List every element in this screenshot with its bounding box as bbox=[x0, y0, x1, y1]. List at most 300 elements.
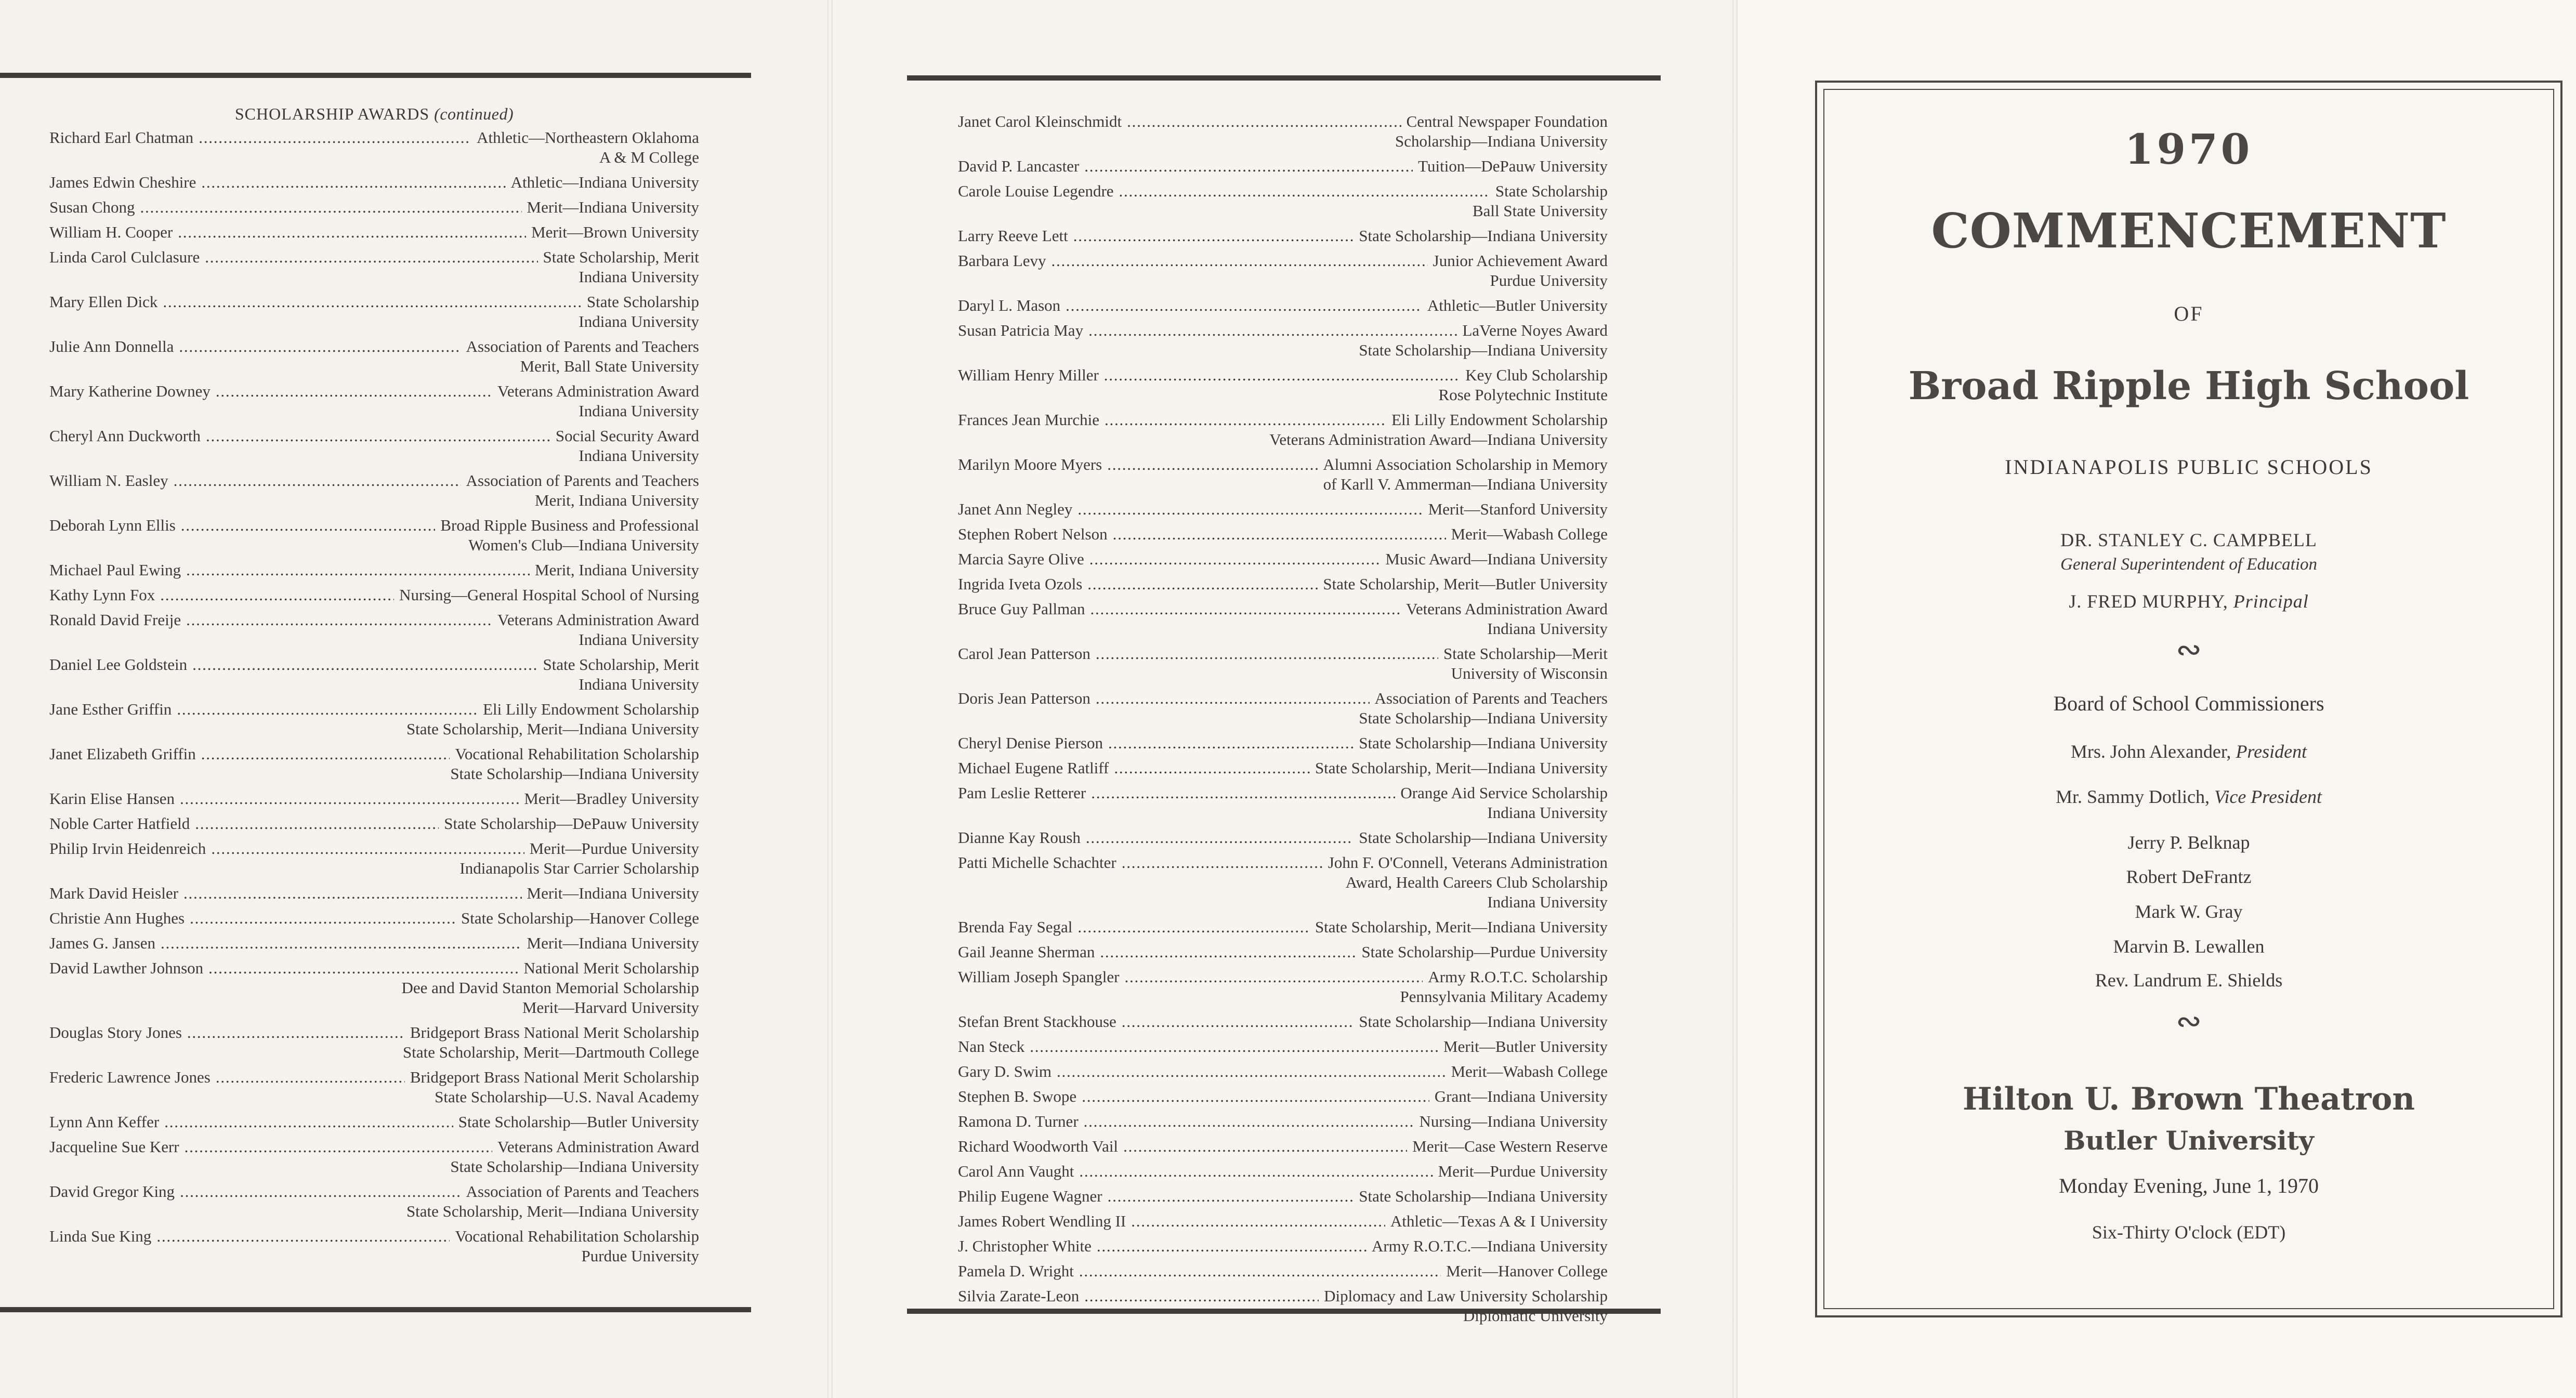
award-continuation: Scholarship—Indiana University bbox=[1395, 132, 1608, 150]
recipient-name: Noble Carter Hatfield bbox=[49, 814, 190, 833]
leader-dots bbox=[1052, 251, 1428, 271]
leader-dots bbox=[1097, 1236, 1366, 1256]
vice-president-name: Mr. Sammy Dotlich, bbox=[2056, 786, 2210, 807]
award-entry bbox=[49, 173, 699, 192]
leader-dots bbox=[1086, 828, 1353, 848]
board-member: Rev. Landrum E. Shields bbox=[2095, 970, 2283, 991]
leader-dots bbox=[1091, 783, 1395, 803]
award-text: Bridgeport Brass National Merit Scholarship bbox=[410, 1068, 699, 1086]
award-entry bbox=[958, 549, 1608, 569]
award-continuation: State Scholarship—Indiana University bbox=[450, 1157, 699, 1176]
leader-dots bbox=[163, 292, 582, 312]
award-entry bbox=[49, 744, 699, 784]
award-continuation: Indiana University bbox=[579, 675, 699, 693]
school-name: Broad Ripple High School bbox=[1908, 364, 2469, 408]
vice-president-line bbox=[1815, 786, 2562, 808]
recipient-name: Barbara Levy bbox=[958, 252, 1046, 270]
award-text: Key Club Scholarship bbox=[1465, 366, 1608, 384]
leader-dots bbox=[1104, 365, 1460, 385]
award-text: Merit—Case Western Reserve bbox=[1412, 1137, 1608, 1155]
president-title: President bbox=[2236, 741, 2307, 762]
award-text: State Scholarship—Butler University bbox=[458, 1113, 699, 1131]
award-entry bbox=[49, 789, 699, 809]
leader-dots bbox=[1077, 917, 1310, 937]
board-heading: Board of School Commissioners bbox=[2053, 692, 2324, 715]
leader-dots bbox=[1079, 1162, 1432, 1181]
recipient-name: Stephen Robert Nelson bbox=[958, 525, 1108, 543]
award-text: Merit—Indiana University bbox=[527, 198, 699, 216]
award-text: Vocational Rehabilitation Scholarship bbox=[455, 745, 699, 763]
recipient-name: David P. Lancaster bbox=[958, 157, 1080, 175]
leader-dots bbox=[1090, 599, 1401, 619]
recipient-name: Bruce Guy Pallman bbox=[958, 600, 1085, 618]
award-continuation: State Scholarship—Indiana University bbox=[1359, 341, 1608, 359]
leader-dots bbox=[180, 789, 519, 809]
award-entry bbox=[958, 1037, 1608, 1057]
award-text: Athletic—Indiana University bbox=[510, 173, 699, 191]
leader-dots bbox=[1082, 1087, 1429, 1106]
leader-dots bbox=[156, 1226, 450, 1246]
leader-dots bbox=[186, 610, 492, 630]
entry-list bbox=[958, 112, 1608, 1326]
award-text: State Scholarship—Indiana University bbox=[1359, 1012, 1608, 1031]
award-entry bbox=[958, 365, 1608, 405]
venue: Hilton U. Brown Theatron bbox=[1963, 1081, 2415, 1117]
award-continuation: Indiana University bbox=[1487, 619, 1608, 638]
recipient-name: Cheryl Ann Duckworth bbox=[49, 427, 201, 445]
leader-dots bbox=[1123, 1137, 1407, 1156]
recipient-name: J. Christopher White bbox=[958, 1237, 1092, 1255]
award-text: Alumni Association Scholarship in Memory bbox=[1323, 455, 1608, 473]
award-continuation: Indiana University bbox=[579, 446, 699, 465]
leader-dots bbox=[1088, 321, 1457, 340]
award-entry bbox=[49, 381, 699, 421]
recipient-name: Larry Reeve Lett bbox=[958, 227, 1068, 245]
scholarship-list-middle bbox=[958, 112, 1608, 1331]
ornament-icon: ∾ bbox=[2175, 632, 2202, 667]
award-text: Diplomacy and Law University Scholarship bbox=[1324, 1287, 1608, 1305]
leader-dots bbox=[1084, 1286, 1319, 1306]
recipient-name: Janet Carol Kleinschmidt bbox=[958, 112, 1122, 130]
recipient-name: Ronald David Freije bbox=[49, 611, 181, 629]
award-entry bbox=[958, 853, 1608, 912]
recipient-name: Philip Eugene Wagner bbox=[958, 1187, 1102, 1205]
award-entry bbox=[49, 560, 699, 580]
recipient-name: Mary Ellen Dick bbox=[49, 293, 158, 311]
award-entry bbox=[958, 1211, 1608, 1231]
principal-title: Principal bbox=[2233, 591, 2309, 612]
vice-president-title: Vice President bbox=[2214, 786, 2322, 807]
award-continuation: State Scholarship, Merit—Dartmouth College bbox=[403, 1043, 699, 1061]
section-title: SCHOLARSHIP AWARDS bbox=[234, 104, 430, 123]
recipient-name: Frederic Lawrence Jones bbox=[49, 1068, 211, 1086]
leader-dots bbox=[181, 516, 436, 535]
award-text: National Merit Scholarship bbox=[523, 959, 699, 977]
award-entry bbox=[49, 516, 699, 555]
leader-dots bbox=[190, 908, 456, 928]
recipient-name: Dianne Kay Roush bbox=[958, 828, 1081, 847]
award-text: Athletic—Northeastern Oklahoma bbox=[477, 128, 699, 147]
award-text: Nursing—General Hospital School of Nursing bbox=[399, 586, 699, 604]
award-continuation: Indiana University bbox=[1487, 803, 1608, 822]
award-continuation: of Karll V. Ammerman—Indiana University bbox=[1323, 475, 1608, 493]
award-entry bbox=[958, 1261, 1608, 1281]
recipient-name: William Joseph Spangler bbox=[958, 968, 1120, 986]
award-text: Grant—Indiana University bbox=[1434, 1087, 1608, 1105]
recipient-name: Doris Jean Patterson bbox=[958, 689, 1090, 707]
leader-dots bbox=[1077, 499, 1423, 519]
president-name: Mrs. John Alexander, bbox=[2070, 741, 2231, 762]
leader-dots bbox=[208, 958, 518, 978]
leader-dots bbox=[161, 933, 522, 953]
recipient-name: Cheryl Denise Pierson bbox=[958, 734, 1103, 752]
recipient-name: Julie Ann Donnella bbox=[49, 337, 174, 355]
recipient-name: Susan Chong bbox=[49, 198, 135, 216]
award-text: Merit—Stanford University bbox=[1428, 500, 1608, 518]
award-text: Army R.O.T.C. Scholarship bbox=[1428, 968, 1608, 986]
award-entry bbox=[958, 1112, 1608, 1131]
award-entry bbox=[958, 112, 1608, 151]
recipient-name: James Robert Wendling II bbox=[958, 1212, 1126, 1230]
scholarship-list-left bbox=[49, 104, 699, 1271]
award-text: Merit—Brown University bbox=[531, 223, 699, 241]
leader-dots bbox=[1030, 1037, 1438, 1057]
leader-dots bbox=[1107, 455, 1318, 474]
award-entry bbox=[958, 1186, 1608, 1206]
award-entry bbox=[958, 251, 1608, 291]
award-continuation: A & M College bbox=[599, 148, 699, 166]
award-continuation: State Scholarship—Indiana University bbox=[450, 764, 699, 783]
bottom-rule bbox=[0, 1307, 751, 1312]
leader-dots bbox=[1119, 181, 1490, 201]
award-entry bbox=[958, 644, 1608, 683]
leader-dots bbox=[174, 471, 461, 491]
recipient-name: James Edwin Cheshire bbox=[49, 173, 196, 191]
award-text: Merit—Bradley University bbox=[524, 789, 699, 808]
recipient-name: Carol Ann Vaught bbox=[958, 1162, 1074, 1180]
award-continuation: Indiana University bbox=[579, 402, 699, 420]
award-continuation: Veterans Administration Award—Indiana University bbox=[1269, 430, 1608, 449]
award-entry bbox=[958, 758, 1608, 778]
award-entry bbox=[958, 1012, 1608, 1032]
fold-line bbox=[1732, 0, 1738, 1398]
recipient-name: Jane Esther Griffin bbox=[49, 700, 172, 718]
recipient-name: Stephen B. Swope bbox=[958, 1087, 1077, 1105]
entry-list bbox=[49, 128, 699, 1266]
award-entry bbox=[49, 933, 699, 953]
award-entry bbox=[958, 226, 1608, 246]
award-text: John F. O'Connell, Veterans Administration bbox=[1328, 853, 1608, 872]
section-heading bbox=[49, 104, 699, 124]
award-entry bbox=[958, 1162, 1608, 1181]
leader-dots bbox=[192, 655, 537, 675]
year: 1970 bbox=[2124, 125, 2253, 174]
award-text: Merit—Wabash College bbox=[1451, 525, 1608, 543]
recipient-name: Janet Elizabeth Griffin bbox=[49, 745, 196, 763]
award-entry bbox=[958, 181, 1608, 221]
leader-dots bbox=[216, 381, 492, 401]
award-entry bbox=[49, 337, 699, 376]
award-text: State Scholarship—Indiana University bbox=[1359, 1187, 1608, 1205]
recipient-name: Patti Michelle Schachter bbox=[958, 853, 1116, 872]
recipient-name: Marilyn Moore Myers bbox=[958, 455, 1102, 473]
award-text: Bridgeport Brass National Merit Scholarship bbox=[410, 1023, 699, 1041]
award-entry bbox=[958, 574, 1608, 594]
award-continuation: Dee and David Stanton Memorial Scholarship bbox=[401, 979, 699, 997]
recipient-name: Carole Louise Legendre bbox=[958, 182, 1114, 200]
award-text: State Scholarship, Merit bbox=[543, 655, 699, 674]
recipient-name: William H. Cooper bbox=[49, 223, 173, 241]
superintendent-title: General Superintendent of Education bbox=[2060, 555, 2317, 574]
leader-dots bbox=[1124, 967, 1423, 987]
award-entry bbox=[958, 1137, 1608, 1156]
award-text: Athletic—Butler University bbox=[1427, 296, 1608, 314]
award-continuation: Merit, Ball State University bbox=[520, 357, 699, 375]
leader-dots bbox=[177, 700, 478, 719]
leader-dots bbox=[1127, 112, 1401, 131]
award-text: Nursing—Indiana University bbox=[1419, 1112, 1608, 1130]
award-text: Social Security Award bbox=[555, 427, 699, 445]
leader-dots bbox=[211, 839, 524, 859]
district: INDIANAPOLIS PUBLIC SCHOOLS bbox=[2005, 455, 2373, 479]
recipient-name: Deborah Lynn Ellis bbox=[49, 516, 176, 534]
principal-name: J. FRED MURPHY, bbox=[2069, 591, 2228, 612]
recipient-name: Linda Carol Culclasure bbox=[49, 248, 200, 266]
leader-dots bbox=[1122, 853, 1323, 873]
recipient-name: Daryl L. Mason bbox=[958, 296, 1061, 314]
leader-dots bbox=[195, 814, 439, 834]
leader-dots bbox=[1066, 296, 1422, 315]
recipient-name: Michael Eugene Ratliff bbox=[958, 759, 1109, 777]
leader-dots bbox=[201, 173, 505, 192]
award-text: Merit—Wabash College bbox=[1451, 1062, 1608, 1080]
award-entry bbox=[958, 410, 1608, 450]
award-continuation: Ball State University bbox=[1472, 202, 1608, 220]
award-text: State Scholarship—Hanover College bbox=[461, 909, 699, 927]
leader-dots bbox=[180, 1182, 461, 1202]
award-text: Athletic—Texas A & I University bbox=[1390, 1212, 1608, 1230]
leader-dots bbox=[178, 222, 526, 242]
award-continuation: Indiana University bbox=[579, 630, 699, 649]
award-entry bbox=[49, 908, 699, 928]
award-text: Tuition—DePauw University bbox=[1418, 157, 1608, 175]
leader-dots bbox=[1084, 1112, 1414, 1131]
award-text: Merit—Purdue University bbox=[1438, 1162, 1608, 1180]
award-entry bbox=[49, 222, 699, 242]
award-continuation: State Scholarship—U.S. Naval Academy bbox=[435, 1088, 699, 1106]
top-rule bbox=[0, 73, 751, 78]
recipient-name: Kathy Lynn Fox bbox=[49, 586, 155, 604]
award-entry bbox=[49, 471, 699, 510]
award-text: Eli Lilly Endowment Scholarship bbox=[483, 700, 699, 718]
award-text: Army R.O.T.C.—Indiana University bbox=[1371, 1237, 1608, 1255]
recipient-name: Carol Jean Patterson bbox=[958, 644, 1090, 663]
leader-dots bbox=[1113, 524, 1446, 544]
board-member: Jerry P. Belknap bbox=[2127, 832, 2250, 853]
award-text: Association of Parents and Teachers bbox=[466, 471, 699, 490]
recipient-name: Pam Leslie Retterer bbox=[958, 784, 1086, 802]
recipient-name: Silvia Zarate-Leon bbox=[958, 1287, 1080, 1305]
award-text: Veterans Administration Award bbox=[497, 611, 699, 629]
of-label: OF bbox=[2174, 302, 2204, 325]
award-entry bbox=[49, 1112, 699, 1132]
recipient-name: Frances Jean Murchie bbox=[958, 411, 1100, 429]
award-entry bbox=[958, 942, 1608, 962]
leader-dots bbox=[179, 337, 461, 357]
award-entry bbox=[49, 700, 699, 739]
award-text: Vocational Rehabilitation Scholarship bbox=[455, 1227, 699, 1245]
award-entry bbox=[49, 814, 699, 834]
award-entry bbox=[49, 197, 699, 217]
leader-dots bbox=[1114, 758, 1310, 778]
award-entry bbox=[958, 917, 1608, 937]
award-continuation: Merit—Harvard University bbox=[522, 998, 699, 1017]
award-text: State Scholarship, Merit—Indiana University bbox=[1315, 918, 1608, 936]
award-entry bbox=[49, 292, 699, 332]
leader-dots bbox=[140, 197, 522, 217]
award-continuation: Indiana University bbox=[579, 268, 699, 286]
leader-dots bbox=[206, 426, 550, 446]
recipient-name: Pamela D. Wright bbox=[958, 1262, 1074, 1280]
board-member: Robert DeFrantz bbox=[2126, 866, 2252, 887]
award-continuation: Rose Polytechnic Institute bbox=[1438, 386, 1608, 404]
principal-line bbox=[1815, 590, 2562, 612]
award-entry bbox=[958, 524, 1608, 544]
award-text: State Scholarship, Merit—Indiana University bbox=[1315, 759, 1608, 777]
recipient-name: Philip Irvin Heidenreich bbox=[49, 839, 206, 858]
award-entry bbox=[958, 499, 1608, 519]
award-text: Merit—Indiana University bbox=[527, 934, 699, 952]
award-text: State Scholarship, Merit bbox=[543, 248, 699, 266]
award-continuation: Indiana University bbox=[1487, 893, 1608, 911]
leader-dots bbox=[1057, 1062, 1446, 1082]
award-text: State Scholarship—DePauw University bbox=[444, 814, 699, 833]
leader-dots bbox=[1087, 574, 1318, 594]
leader-dots bbox=[199, 128, 471, 148]
university: Butler University bbox=[2064, 1125, 2314, 1156]
award-entry bbox=[958, 156, 1608, 176]
leader-dots bbox=[187, 1023, 405, 1043]
award-entry bbox=[958, 296, 1608, 315]
award-text: Veterans Administration Award bbox=[1405, 600, 1608, 618]
award-text: State Scholarship—Purdue University bbox=[1361, 943, 1608, 961]
award-entry bbox=[49, 1182, 699, 1221]
board-member: Marvin B. Lewallen bbox=[2113, 936, 2265, 957]
recipient-name: Gary D. Swim bbox=[958, 1062, 1052, 1080]
award-continuation: Pennsylvania Military Academy bbox=[1400, 987, 1608, 1006]
leader-dots bbox=[1105, 410, 1386, 430]
award-entry bbox=[49, 1067, 699, 1107]
award-entry bbox=[958, 733, 1608, 753]
award-text: Broad Ripple Business and Professional bbox=[440, 516, 699, 534]
recipient-name: Daniel Lee Goldstein bbox=[49, 655, 188, 674]
recipient-name: Gail Jeanne Sherman bbox=[958, 943, 1095, 961]
award-text: Merit, Indiana University bbox=[535, 561, 699, 579]
recipient-name: Mark David Heisler bbox=[49, 884, 178, 902]
award-entry bbox=[49, 958, 699, 1018]
award-text: Eli Lilly Endowment Scholarship bbox=[1391, 411, 1608, 429]
award-entry bbox=[49, 655, 699, 694]
leader-dots bbox=[1096, 644, 1438, 664]
recipient-name: Susan Patricia May bbox=[958, 321, 1084, 339]
award-entry bbox=[49, 839, 699, 878]
award-continuation: Indiana University bbox=[579, 312, 699, 331]
award-entry bbox=[49, 247, 699, 287]
award-text: LaVerne Noyes Award bbox=[1462, 321, 1608, 339]
award-text: Orange Aid Service Scholarship bbox=[1400, 784, 1608, 802]
award-text: State Scholarship, Merit—Butler University bbox=[1323, 575, 1608, 593]
leader-dots bbox=[1079, 1261, 1441, 1281]
award-entry bbox=[958, 1087, 1608, 1106]
award-entry bbox=[958, 689, 1608, 728]
award-entry bbox=[49, 883, 699, 903]
leader-dots bbox=[1100, 942, 1356, 962]
leader-dots bbox=[183, 883, 522, 903]
award-continuation: University of Wisconsin bbox=[1451, 664, 1608, 682]
leader-dots bbox=[1108, 733, 1353, 753]
award-text: State Scholarship bbox=[1495, 182, 1608, 200]
ornament-icon: ∾ bbox=[2175, 1004, 2202, 1038]
award-text: State Scholarship bbox=[586, 293, 699, 311]
award-text: Junior Achievement Award bbox=[1432, 252, 1608, 270]
award-entry bbox=[49, 610, 699, 650]
award-continuation: Indianapolis Star Carrier Scholarship bbox=[459, 859, 699, 877]
leader-dots bbox=[1089, 549, 1381, 569]
event-date: Monday Evening, June 1, 1970 bbox=[2059, 1174, 2319, 1197]
recipient-name: Lynn Ann Keffer bbox=[49, 1113, 160, 1131]
fold-line bbox=[827, 0, 833, 1398]
leader-dots bbox=[185, 1137, 492, 1157]
award-entry bbox=[958, 599, 1608, 639]
award-entry bbox=[958, 455, 1608, 494]
recipient-name: James G. Jansen bbox=[49, 934, 156, 952]
award-text: Association of Parents and Teachers bbox=[466, 1182, 699, 1201]
recipient-name: Ramona D. Turner bbox=[958, 1112, 1079, 1130]
award-text: Music Award—Indiana University bbox=[1385, 550, 1608, 568]
award-text: State Scholarship—Indiana University bbox=[1359, 227, 1608, 245]
leader-dots bbox=[216, 1067, 405, 1087]
award-entry bbox=[958, 967, 1608, 1007]
award-entry bbox=[49, 585, 699, 605]
recipient-name: Karin Elise Hansen bbox=[49, 789, 175, 808]
award-text: Merit—Butler University bbox=[1443, 1037, 1608, 1056]
leader-dots bbox=[201, 744, 450, 764]
leader-dots bbox=[164, 1112, 453, 1132]
leader-dots bbox=[1073, 226, 1354, 246]
recipient-name: Richard Earl Chatman bbox=[49, 128, 194, 147]
recipient-name: Mary Katherine Downey bbox=[49, 382, 211, 400]
recipient-name: William Henry Miller bbox=[958, 366, 1099, 384]
award-continuation: Diplomatic University bbox=[1463, 1307, 1608, 1325]
award-entry bbox=[958, 1236, 1608, 1256]
award-text: Association of Parents and Teachers bbox=[1374, 689, 1608, 707]
award-entry bbox=[958, 783, 1608, 823]
award-text: Merit—Hanover College bbox=[1446, 1262, 1608, 1280]
board-member: Mark W. Gray bbox=[2135, 901, 2243, 922]
award-continuation: Merit, Indiana University bbox=[535, 491, 699, 509]
recipient-name: Michael Paul Ewing bbox=[49, 561, 181, 579]
award-continuation: Purdue University bbox=[1490, 271, 1608, 289]
award-continuation: Women's Club—Indiana University bbox=[468, 536, 699, 554]
recipient-name: Christie Ann Hughes bbox=[49, 909, 185, 927]
leader-dots bbox=[1131, 1211, 1385, 1231]
award-text: State Scholarship—Indiana University bbox=[1359, 734, 1608, 752]
recipient-name: Nan Steck bbox=[958, 1037, 1025, 1056]
award-text: State Scholarship—Merit bbox=[1443, 644, 1608, 663]
recipient-name: Linda Sue King bbox=[49, 1227, 152, 1245]
leader-dots bbox=[1108, 1186, 1354, 1206]
recipient-name: Brenda Fay Segal bbox=[958, 918, 1073, 936]
